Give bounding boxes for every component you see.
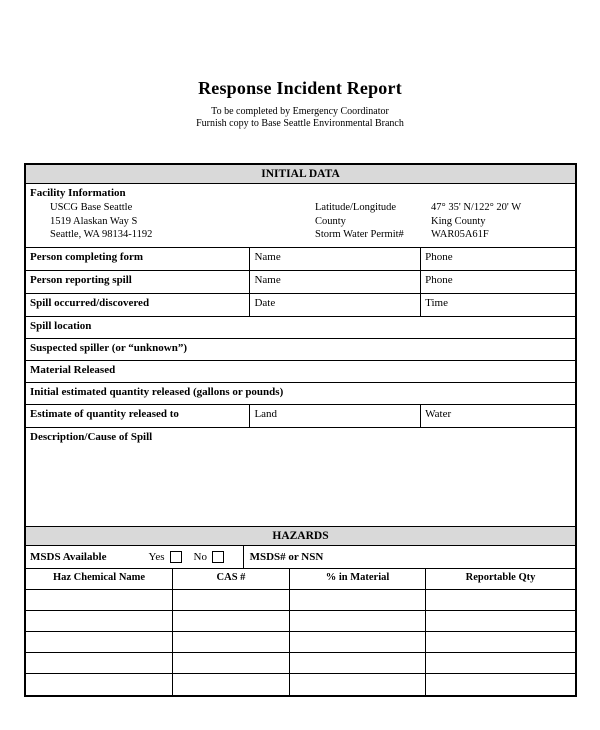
facility-address-line-1: USCG Base Seattle bbox=[50, 202, 133, 213]
material-released-label: Material Released bbox=[30, 363, 116, 376]
row-estimate-released-to bbox=[26, 405, 575, 428]
hazard-table-cell bbox=[172, 653, 289, 673]
hazard-table-cell bbox=[289, 674, 425, 695]
msds-available-cell bbox=[26, 546, 243, 568]
hazard-table-cell bbox=[425, 590, 575, 610]
incident-report-form bbox=[24, 163, 577, 697]
hazard-header-reportable-qty: Reportable Qty bbox=[425, 569, 575, 589]
row-material-released bbox=[26, 361, 575, 383]
facility-field-labels bbox=[315, 201, 431, 242]
facility-field-values bbox=[431, 201, 575, 242]
initial-estimated-quantity-label: Initial estimated quantity released (gallons or pounds) bbox=[30, 385, 284, 398]
row-description-cause bbox=[26, 428, 575, 527]
facility-address-line-3: Seattle, WA 98134-1192 bbox=[50, 229, 153, 240]
row-initial-estimated-quantity bbox=[26, 383, 575, 405]
suspected-spiller-label: Suspected spiller (or “unknown”) bbox=[30, 341, 187, 354]
person-reporting-phone-cell: Phone bbox=[420, 271, 575, 293]
facility-information-label: Facility Information bbox=[30, 187, 126, 199]
latitude-longitude-label: Latitude/Longitude bbox=[315, 202, 397, 213]
msds-available-label: MSDS Available bbox=[30, 550, 107, 563]
facility-information-cell bbox=[26, 184, 575, 248]
hazard-table-row bbox=[26, 632, 575, 653]
hazard-table-row bbox=[26, 674, 575, 695]
subtitle-line-2: Furnish copy to Base Seattle Environmental Branch bbox=[196, 118, 404, 129]
county-label: County bbox=[315, 215, 346, 227]
yes-checkbox[interactable] bbox=[170, 551, 182, 563]
hazard-table-cell bbox=[289, 632, 425, 652]
released-to-land-cell: Land bbox=[249, 405, 420, 427]
storm-water-permit-label: Storm Water Permit# bbox=[315, 229, 404, 240]
hazard-table-row bbox=[26, 590, 575, 611]
hazard-table-cell bbox=[26, 674, 172, 695]
hazard-table-cell bbox=[289, 653, 425, 673]
hazard-table-cell bbox=[172, 674, 289, 695]
hazard-empty-rows bbox=[26, 590, 575, 695]
hazard-header-chemical-name: Haz Chemical Name bbox=[52, 571, 146, 583]
hazard-header-cas-number: CAS # bbox=[172, 569, 289, 589]
person-reporting-spill-label: Person reporting spill bbox=[30, 273, 132, 286]
hazard-table-cell bbox=[425, 632, 575, 652]
page-title: Response Incident Report bbox=[198, 78, 402, 98]
hazard-table-cell bbox=[172, 590, 289, 610]
yes-label: Yes bbox=[148, 550, 165, 563]
person-completing-name-cell: Name bbox=[249, 248, 420, 270]
person-completing-phone-cell: Phone bbox=[420, 248, 575, 270]
section-header-hazards: HAZARDS bbox=[26, 527, 575, 546]
hazard-table-cell bbox=[425, 674, 575, 695]
hazard-table-row bbox=[26, 653, 575, 674]
spill-occurred-time-cell: Time bbox=[420, 294, 575, 316]
person-reporting-name-cell: Name bbox=[249, 271, 420, 293]
county-value: King County bbox=[431, 215, 486, 227]
hazard-table-cell bbox=[26, 590, 172, 610]
hazard-table-cell bbox=[172, 611, 289, 631]
hazard-table-row bbox=[26, 611, 575, 632]
hazard-table-cell bbox=[289, 611, 425, 631]
facility-address-line-2: 1519 Alaskan Way S bbox=[50, 215, 138, 227]
description-cause-label: Description/Cause of Spill bbox=[30, 430, 153, 443]
row-person-reporting-spill bbox=[26, 271, 575, 294]
hazard-table-cell bbox=[172, 632, 289, 652]
hazard-table-cell bbox=[289, 590, 425, 610]
subtitle-line-1: To be completed by Emergency Coordinator bbox=[211, 106, 389, 117]
msds-number-label: MSDS# or NSN bbox=[249, 550, 324, 563]
estimate-released-to-label: Estimate of quantity released to bbox=[30, 407, 179, 420]
row-msds-available bbox=[26, 546, 575, 569]
hazard-table-header-row bbox=[26, 569, 575, 590]
spill-occurred-date-cell: Date bbox=[249, 294, 420, 316]
storm-water-permit-value: WAR05A61F bbox=[431, 229, 489, 240]
latitude-longitude-value: 47° 35' N/122° 20' W bbox=[431, 202, 522, 213]
row-person-completing-form bbox=[26, 248, 575, 271]
row-spill-occurred bbox=[26, 294, 575, 317]
spill-location-label: Spill location bbox=[30, 319, 92, 332]
hazard-table-cell bbox=[26, 632, 172, 652]
released-to-water-cell: Water bbox=[420, 405, 575, 427]
row-spill-location bbox=[26, 317, 575, 339]
msds-number-cell bbox=[243, 546, 575, 568]
hazard-table-cell bbox=[26, 653, 172, 673]
hazard-table-cell bbox=[26, 611, 172, 631]
spill-occurred-label: Spill occurred/discovered bbox=[30, 296, 150, 309]
person-completing-form-label: Person completing form bbox=[30, 250, 144, 263]
hazard-table-cell bbox=[425, 611, 575, 631]
hazard-table-cell bbox=[425, 653, 575, 673]
hazard-header-percent-material: % in Material bbox=[289, 569, 425, 589]
row-suspected-spiller bbox=[26, 339, 575, 361]
no-checkbox[interactable] bbox=[212, 551, 224, 563]
section-header-initial-data: INITIAL DATA bbox=[26, 165, 575, 184]
no-label: No bbox=[193, 550, 207, 563]
document-header bbox=[0, 0, 600, 130]
facility-information-columns bbox=[26, 201, 575, 242]
facility-address-block bbox=[50, 201, 315, 242]
